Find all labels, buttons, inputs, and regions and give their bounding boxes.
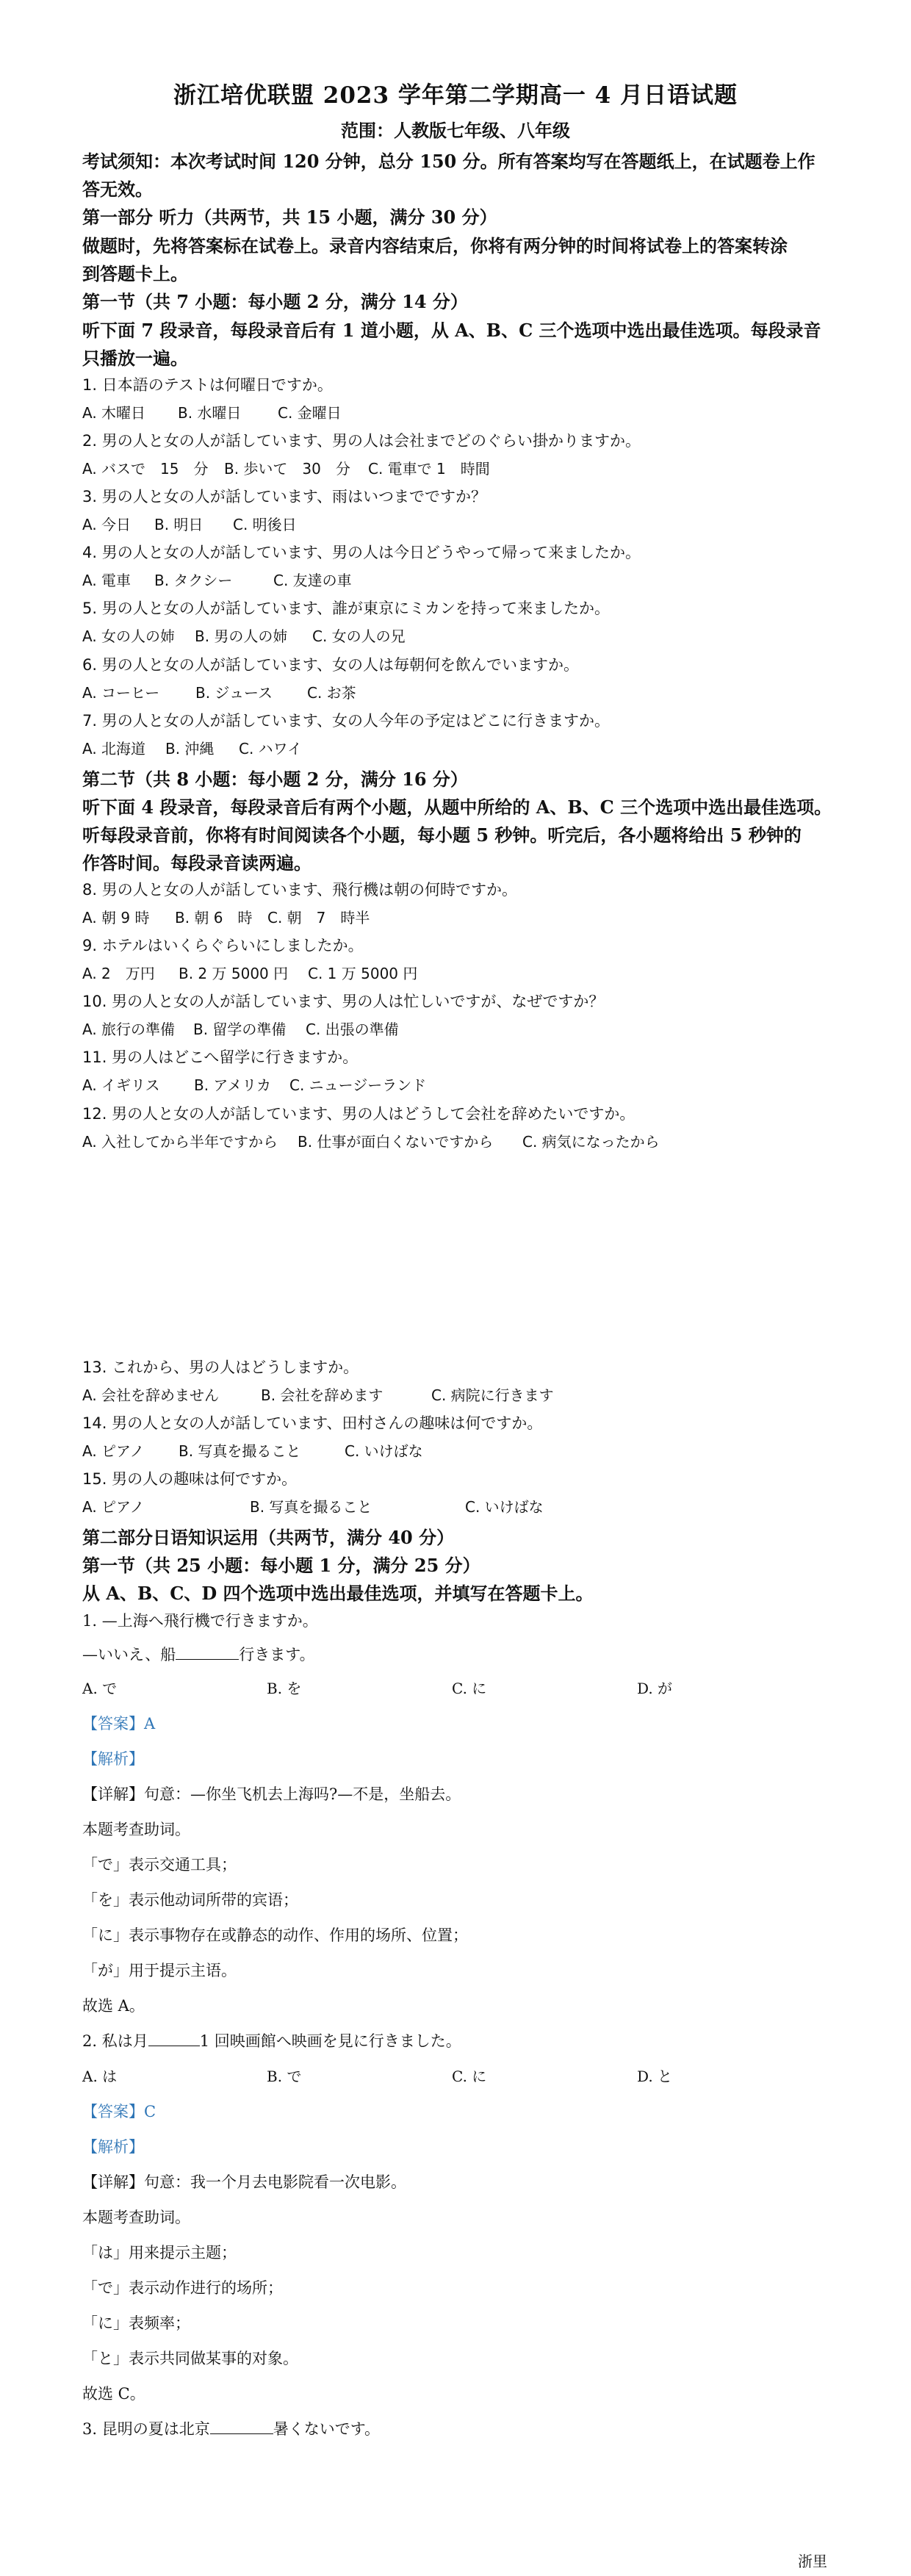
question-options xyxy=(82,457,490,478)
option-a: A. 朝 9 時 xyxy=(82,909,150,927)
option-c: C. いけばな xyxy=(465,1498,544,1516)
option-b: B. 明日 xyxy=(154,516,204,533)
option-c: C. 病気になったから xyxy=(522,1133,660,1151)
question-options xyxy=(82,1495,544,1517)
grammar-q2-line1 xyxy=(82,2029,461,2051)
section2-intro-3: 作答时间。每段录音读两遍。 xyxy=(82,852,312,874)
question-text: 8. 男の人と女の人が話しています、飛行機は朝の何時ですか。 xyxy=(82,881,518,899)
option-a: A. バスで 15 分 xyxy=(82,460,209,478)
option-b: B. 2 万 5000 円 xyxy=(179,965,289,982)
grammar-q1-line2 xyxy=(82,1643,315,1665)
grammar-q1-line1: 1. —上海へ飛行機で行きますか。 xyxy=(82,1612,318,1630)
part2-section1-intro: 从 A、B、C、D 四个选项中选出最佳选项，并填写在答题卡上。 xyxy=(82,1583,594,1604)
option-a: A. 今日 xyxy=(82,516,132,533)
sentence-part: 1 回映画館へ映画を見に行きました。 xyxy=(199,2032,461,2050)
option-c: C. 電車で 1 時間 xyxy=(368,460,490,478)
option-a: A. 北海道 xyxy=(82,740,146,758)
option-b: B. 歩いて 30 分 xyxy=(224,460,350,478)
note-text: 「に」表示事物存在或静态的动作、作用的场所、位置； xyxy=(82,1926,468,1944)
option-b: B. を xyxy=(267,1680,302,1697)
section2-heading: 第二节（共 8 小题：每小题 2 分，满分 16 分） xyxy=(82,769,468,790)
option-b: B. で xyxy=(267,2068,302,2085)
question-text: 3. 男の人と女の人が話しています、雨はいつまでですか？ xyxy=(82,488,487,506)
note-text: 「と」表示共同做某事的对象。 xyxy=(82,2350,298,2367)
answer-blank xyxy=(210,2420,273,2434)
section1-intro-1: 听下面 7 段录音，每段录音后有 1 道小题，从 A、B、C 三个选项中选出最佳选项。每段录音 xyxy=(82,320,821,341)
note-text: 「は」用来提示主题； xyxy=(82,2244,237,2262)
part2-heading: 第二部分日语知识运用（共两节，满分 40 分） xyxy=(82,1527,455,1548)
option-b: B. 沖縄 xyxy=(165,740,215,758)
note-text: 「で」表示交通工具； xyxy=(82,1856,237,1874)
grammar-q3-line1 xyxy=(82,2417,380,2439)
option-b: B. 写真を撮ること xyxy=(250,1498,372,1516)
option-a: A. ピアノ xyxy=(82,1442,145,1460)
question-options xyxy=(82,569,352,590)
answer-label: 【答案】C xyxy=(82,2103,156,2120)
option-a: A. 2 万円 xyxy=(82,965,155,982)
analysis-label: 【解析】 xyxy=(82,1750,144,1768)
question-text: 6. 男の人と女の人が話しています、女の人は毎朝何を飲んでいますか。 xyxy=(82,656,580,674)
choose-text: 故选 C。 xyxy=(82,2385,145,2403)
option-b: B. 会社を辞めます xyxy=(261,1386,384,1404)
choose-text: 故选 A。 xyxy=(82,1997,145,2015)
question-text: 4. 男の人と女の人が話しています、男の人は今日どうやって帰って来ましたか。 xyxy=(82,544,641,561)
option-a: A. 木曜日 xyxy=(82,404,146,422)
option-a: A. コーヒー xyxy=(82,684,160,702)
note-text: 「を」表示他动词所带的宾语； xyxy=(82,1891,298,1909)
option-c: C. 出張の準備 xyxy=(306,1021,399,1038)
option-c: C. 金曜日 xyxy=(278,404,342,422)
option-b: B. アメリカ xyxy=(194,1076,272,1094)
section1-intro-2: 只播放一遍。 xyxy=(82,348,188,369)
sentence-part: —いいえ、船 xyxy=(82,1646,176,1663)
option-c: C. に xyxy=(452,1680,487,1697)
option-a: A. で xyxy=(82,1680,118,1697)
section2-intro-2: 听每段录音前，你将有时间阅读各个小题，每小题 5 秒钟。听完后，各小题将给出 5 秒钟的 xyxy=(82,824,802,846)
grammar-q2-options xyxy=(82,2065,672,2086)
note-text: 「に」表频率； xyxy=(82,2314,190,2332)
option-d: D. と xyxy=(637,2068,673,2085)
option-c: C. 女の人の兄 xyxy=(312,627,406,645)
topic-text: 本题考查助词。 xyxy=(82,2209,190,2226)
option-d: D. が xyxy=(637,1680,673,1697)
option-c: C. 1 万 5000 円 xyxy=(308,965,418,982)
option-a: A. 女の人の姉 xyxy=(82,627,176,645)
option-c: C. ニュージーランド xyxy=(289,1076,427,1094)
sentence-part: 3. 昆明の夏は北京 xyxy=(82,2420,210,2438)
detail-text: 【详解】句意：我一个月去电影院看一次电影。 xyxy=(82,2173,406,2191)
page-title: 浙江培优联盟 2023 学年第二学期高一 4 月日语试题 xyxy=(173,82,738,109)
option-c: C. ハワイ xyxy=(239,740,303,758)
question-options xyxy=(82,962,417,983)
option-a: A. 旅行の準備 xyxy=(82,1021,176,1038)
question-options xyxy=(82,513,297,534)
question-text: 13. これから、男の人はどうしますか。 xyxy=(82,1359,359,1376)
note-text: 「が」用于提示主语。 xyxy=(82,1962,237,1979)
analysis-label: 【解析】 xyxy=(82,2138,144,2156)
topic-text: 本题考查助词。 xyxy=(82,1821,190,1838)
detail-text: 【详解】句意：—你坐飞机去上海吗?—不是，坐船去。 xyxy=(82,1785,461,1803)
question-options xyxy=(82,1018,399,1039)
option-c: C. 明後日 xyxy=(233,516,297,533)
option-c: C. 病院に行きます xyxy=(431,1386,554,1404)
option-b: B. 仕事が面白くないですから xyxy=(298,1133,494,1151)
part1-intro-2: 到答题卡上。 xyxy=(82,263,188,284)
answer-blank xyxy=(148,2032,200,2046)
option-c: C. に xyxy=(452,2068,487,2085)
sentence-part: 行きます。 xyxy=(239,1646,315,1663)
question-text: 2. 男の人と女の人が話しています、男の人は会社までどのぐらい掛かりますか。 xyxy=(82,432,641,450)
sentence-part: 暑くないです。 xyxy=(273,2420,381,2438)
option-a: A. 会社を辞めません xyxy=(82,1386,220,1404)
question-options xyxy=(82,681,356,702)
section2-intro-1: 听下面 4 段录音，每段录音后有两个小题，从题中所给的 A、B、C 三个选项中选出最佳选项。 xyxy=(82,796,832,818)
page-footer: 浙里 xyxy=(798,2552,827,2570)
answer-label: 【答案】A xyxy=(82,1715,156,1733)
question-text: 1. 日本語のテストは何曜日ですか。 xyxy=(82,376,333,394)
question-text: 12. 男の人と女の人が話しています、男の人はどうして会社を辞めたいですか。 xyxy=(82,1105,635,1123)
part1-intro-1: 做题时，先将答案标在试卷上。录音内容结束后，你将有两分钟的时间将试卷上的答案转涂 xyxy=(82,235,788,256)
question-options xyxy=(82,1439,423,1461)
question-options xyxy=(82,906,370,927)
question-options xyxy=(82,625,406,646)
part2-section1-heading: 第一节（共 25 小题：每小题 1 分，满分 25 分） xyxy=(82,1555,480,1576)
notice-line-1: 考试须知：本次考试时间 120 分钟，总分 150 分。所有答案均写在答题纸上，在试题卷上作 xyxy=(82,151,815,172)
question-options xyxy=(82,1130,660,1151)
question-options xyxy=(82,1073,426,1095)
grammar-q1-options xyxy=(82,1677,672,1698)
option-c: C. いけばな xyxy=(345,1442,423,1460)
section1-heading: 第一节（共 7 小题：每小题 2 分，满分 14 分） xyxy=(82,291,468,312)
question-options xyxy=(82,737,302,758)
part1-heading: 第一部分 听力（共两节，共 15 小题，满分 30 分） xyxy=(82,206,497,228)
sentence-part: 2. 私は月 xyxy=(82,2032,148,2050)
option-a: A. ピアノ xyxy=(82,1498,145,1516)
option-b: B. 水曜日 xyxy=(178,404,242,422)
option-a: A. イギリス xyxy=(82,1076,160,1094)
option-b: B. ジュース xyxy=(195,684,273,702)
option-a: A. 入社してから半年ですから xyxy=(82,1133,278,1151)
question-options xyxy=(82,1384,554,1405)
question-text: 11. 男の人はどこへ留学に行きますか。 xyxy=(82,1048,359,1066)
question-options xyxy=(82,401,342,422)
question-text: 9. ホテルはいくらぐらいにしましたか。 xyxy=(82,937,364,954)
page-subtitle: 范围：人教版七年级、八年级 xyxy=(341,120,570,141)
option-a: A. は xyxy=(82,2068,118,2085)
option-c: C. お茶 xyxy=(307,684,356,702)
notice-line-2: 答无效。 xyxy=(82,179,153,200)
option-b: B. 朝 6 時 xyxy=(175,909,253,927)
option-b: B. 写真を撮ること xyxy=(179,1442,301,1460)
question-text: 15. 男の人の趣味は何ですか。 xyxy=(82,1470,298,1488)
option-b: B. タクシー xyxy=(154,572,233,589)
option-b: B. 男の人の姉 xyxy=(195,627,288,645)
question-text: 7. 男の人と女の人が話しています、女の人今年の予定はどこに行きますか。 xyxy=(82,712,611,730)
question-text: 14. 男の人と女の人が話しています、田村さんの趣味は何ですか。 xyxy=(82,1414,543,1432)
option-c: C. 朝 7 時半 xyxy=(267,909,370,927)
option-c: C. 友達の車 xyxy=(273,572,352,589)
note-text: 「で」表示动作进行的场所； xyxy=(82,2279,283,2297)
option-b: B. 留学の準備 xyxy=(193,1021,287,1038)
question-text: 5. 男の人と女の人が話しています、誰が東京にミカンを持って来ましたか。 xyxy=(82,600,611,617)
answer-blank xyxy=(176,1646,239,1660)
option-a: A. 電車 xyxy=(82,572,132,589)
question-text: 10. 男の人と女の人が話しています、男の人は忙しいですが、なぜですか？ xyxy=(82,993,605,1010)
